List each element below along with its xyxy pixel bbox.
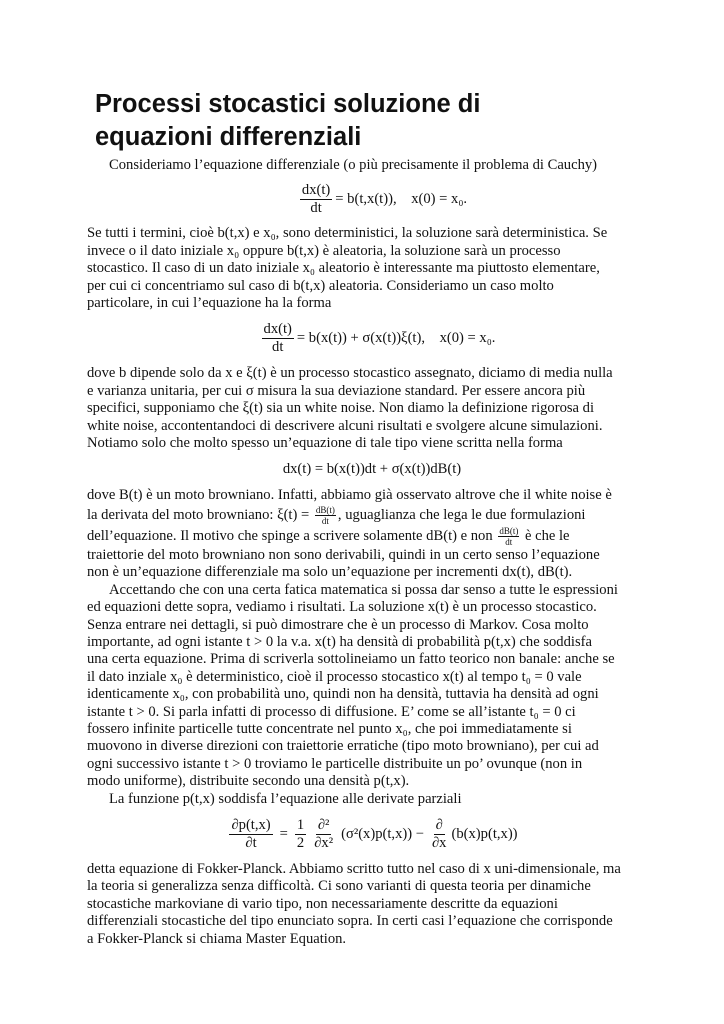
- text-line: Notiamo solo che molto spesso un’equazione di tale tipo viene scritta nella forma: [87, 435, 563, 452]
- fraction-dxdt: [262, 321, 294, 356]
- text-line: istante t > 0. Si parla infatti di processo di diffusione. E’ come se all’istante t₀ = 0 ci: [87, 703, 576, 720]
- fraction-numerator: dB(t): [315, 504, 335, 515]
- fraction-dpdt: [229, 817, 272, 852]
- paragraph-1: [87, 225, 637, 312]
- text-line: differenziali stocastiche del tipo enunciato sopra. In certi casi l’equazione che corrisponde: [87, 913, 613, 930]
- text-line: modo uniforme), distribuite secondo una densità p(t,x).: [87, 773, 410, 790]
- text-segment: dell’equazione. Il motivo che spinge a scrivere solamente dB(t) e non: [87, 527, 493, 544]
- text-segment: , uguaglianza che lega le due formulazioni: [337, 506, 586, 523]
- text-line: identicamente x₀, con probabilità uno, quindi non ha densità, tuttavia ha densità ad ogni: [87, 686, 599, 703]
- text-line: Se tutti i termini, cioè b(t,x) e x₀, sono deterministici, la soluzione sarà deterministica. Se: [87, 225, 608, 242]
- fraction-denominator: dt: [505, 536, 513, 547]
- text-line: invece o il dato iniziale x₀ oppure b(t,x) è aleatoria, la soluzione sarà un processo: [87, 242, 561, 259]
- fraction-denominator: ∂t: [245, 834, 257, 851]
- equation-differential-form: [107, 461, 637, 478]
- text-line: ed equazioni dette sopra, vediamo i risultati. La soluzione x(t) è un processo stocastico.: [87, 599, 597, 616]
- equation-fokker-planck: [107, 817, 637, 852]
- text-line: dove B(t) è un moto browniano. Infatti, abbiamo già osservato altrove che il white noise è: [87, 487, 612, 504]
- document-page: [87, 88, 637, 948]
- text-line: specifici, supponiamo che ξ(t) sia un white noise. Non diamo la definizione rigorosa di: [87, 400, 595, 417]
- equals-sign: =: [279, 825, 288, 842]
- fraction-denominator: ∂x²: [314, 834, 334, 851]
- fraction-numerator: ∂²: [317, 816, 330, 833]
- equation-rhs: = b(t,x(t)), x(0) = x₀.: [335, 191, 468, 208]
- equation-term: (b(x)p(t,x)): [451, 825, 518, 842]
- text-line: ogni successivo istante t > 0 troviamo le particelle distribuite un po’ ovunque (non in: [87, 755, 583, 772]
- text-line: dove b dipende solo da x e ξ(t) è un processo stocastico assegnato, diciamo di media nulla: [87, 365, 613, 382]
- text-line: per cui ci concentriamo sul caso di b(t,x) aleatoria. Consideriamo un caso molto: [87, 277, 554, 294]
- title-line-1: Processi stocastici soluzione di: [95, 90, 481, 118]
- text-line: e varianza unitaria, per cui σ misura la sua deviazione standard. Per essere ancora più: [87, 382, 586, 399]
- text-line: importante, ad ogni istante t > 0 la v.a. x(t) ha densità di probabilità p(t,x) che soddisfa: [87, 633, 592, 650]
- intro-paragraph: Consideriamo l’equazione differenziale (o più precisamente il problema di Cauchy): [109, 157, 598, 173]
- fraction-numerator: 1: [296, 816, 305, 833]
- equation-term: (σ²(x)p(t,x)) −: [341, 825, 424, 842]
- text-line: Senza entrare nei dettagli, si può dimostrare che è un processo di Markov. Cosa molto: [87, 616, 589, 633]
- text-line: Accettando che con una certa fatica matematica si possa dar senso a tutte le espressioni: [109, 581, 618, 598]
- text-line: stocastiche markoviane di vario tipo, non necessariamente descritte da equazioni: [87, 895, 558, 912]
- text-line: muovono in diverse direzioni con traiettorie erratiche (tipo moto browniano), per cui ad: [87, 738, 599, 755]
- fraction-denominator: dt: [272, 339, 284, 356]
- paragraph-4: [87, 582, 637, 791]
- fraction-first-derivative: [430, 817, 449, 852]
- equation-rhs: = b(x(t)) + σ(x(t))ξ(t), x(0) = x₀.: [296, 330, 496, 347]
- fraction-numerator: dx(t): [301, 182, 331, 199]
- fraction-numerator: ∂: [435, 816, 443, 833]
- paragraph-6: [87, 861, 637, 948]
- text-line: una certa equazione. Prima di scriverla sottolineiamo un fatto teorico non banale: anche se: [87, 651, 615, 668]
- fraction-numerator: ∂p(t,x): [231, 816, 271, 833]
- fraction-denominator: dt: [321, 515, 329, 526]
- text-segment: è che le: [524, 527, 570, 544]
- text-line: white noise, accontentandoci di descrivere alcuni risultati e svolgere alcune simulazioni.: [87, 417, 603, 434]
- fraction-numerator: dB(t): [499, 525, 519, 536]
- text-line: la teoria si generalizza senza difficoltà. Ci sono varianti di questa teoria per dinamiche: [87, 878, 591, 895]
- fraction-dxdt: [300, 182, 332, 217]
- page-title: [95, 88, 637, 154]
- equation-text: dx(t) = b(x(t))dt + σ(x(t))dB(t): [282, 461, 462, 478]
- equation-cauchy: [127, 182, 637, 217]
- fraction-numerator: dx(t): [263, 321, 292, 338]
- paragraph-3: [87, 487, 637, 581]
- fraction-denominator: dt: [310, 200, 322, 217]
- text-segment: la derivata del moto browniano: ξ(t) =: [87, 506, 310, 523]
- text-line: stocastico. Il caso di un dato iniziale x₀ aleatorio è interessante ma piuttosto elementare,: [87, 260, 600, 277]
- text-line: non è un’equazione differenziale ma solo un’equazione per incrementi dx(t), dB(t).: [87, 564, 573, 581]
- fraction-denominator: ∂x: [431, 834, 447, 851]
- paragraph-5: La funzione p(t,x) soddisfa l’equazione alle derivate parziali: [109, 790, 462, 807]
- text-line: [87, 505, 637, 526]
- text-line: traiettorie del moto browniano non sono derivabili, quindi in un certo senso l’equazione: [87, 546, 600, 563]
- text-line: [87, 526, 637, 547]
- fraction-second-derivative: [312, 817, 335, 852]
- text-line: a Fokker-Planck si chiama Master Equation.: [87, 930, 347, 947]
- paragraph-2: [87, 365, 637, 452]
- text-line: fossero infinite particelle tutte concentrate nel punto x₀, che poi immediatamente si: [87, 720, 572, 737]
- text-line: detta equazione di Fokker-Planck. Abbiamo scritto tutto nel caso di x uni-dimensionale, ma: [87, 860, 621, 877]
- inline-fraction-dBdt: [498, 526, 519, 547]
- equation-sde: [117, 321, 637, 356]
- fraction-half: [295, 817, 306, 852]
- text-line: particolare, in cui l’equazione ha la forma: [87, 295, 332, 312]
- title-line-2: equazioni differenziali: [95, 123, 362, 151]
- text-line: il dato inziale x₀ è deterministico, cioè il processo stocastico x(t) al tempo t₀ = 0 vale: [87, 668, 582, 685]
- inline-fraction-dBdt: [315, 505, 336, 526]
- fraction-denominator: 2: [296, 834, 305, 851]
